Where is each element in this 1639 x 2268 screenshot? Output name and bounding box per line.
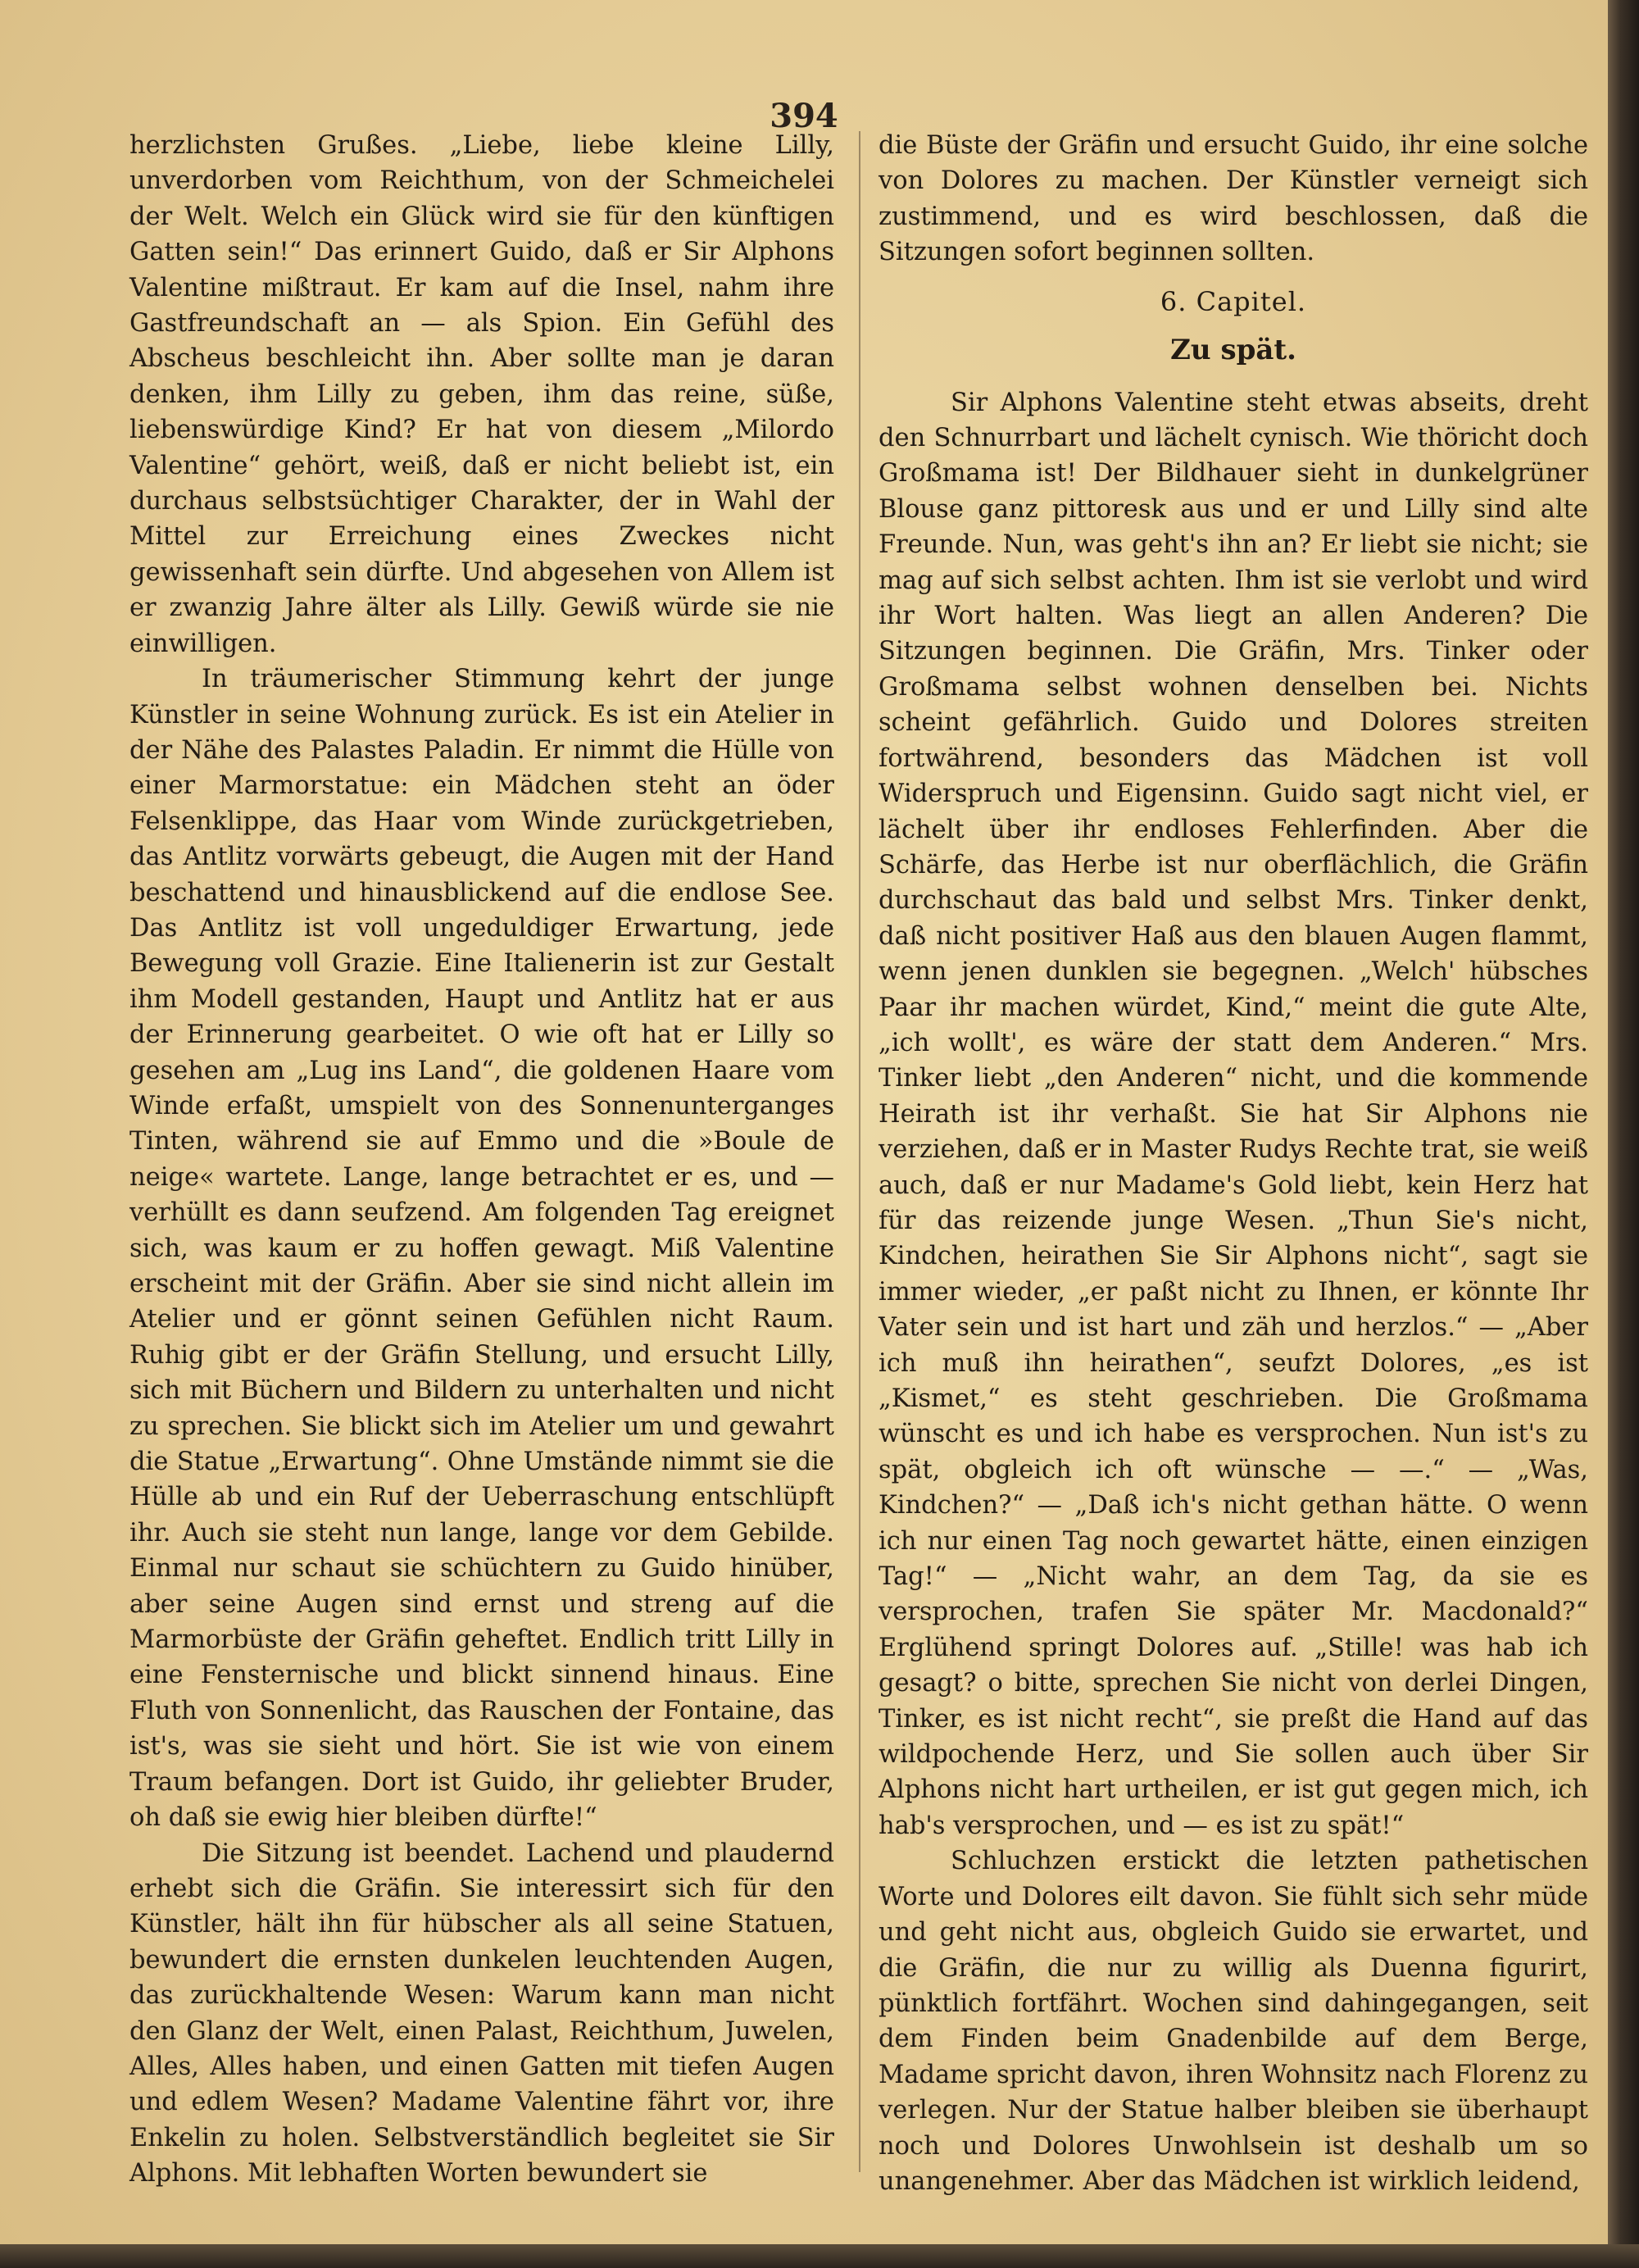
- right-intro-paragraph: die Büste der Gräfin und ersucht Guido, ihr eine solche von Dolores zu machen. Der Künstler verneigt sich zustimmend, und es wird beschlossen, daß die Sitzungen sofort beginnen sollten.: [879, 131, 1588, 267]
- right-paragraph-1: Sir Alphons Valentine steht etwas abseits, dreht den Schnurrbart und lächelt cynisch. Wie thöricht doch Großmama ist! Der Bildhauer sieht in dunkelgrüner Blouse ganz pittoresk aus und er und Lilly sind alte Freunde. Nun, was geht's ihn an? Er liebt sie nicht; sie mag auf sich selbst achten. Ihm ist sie verlobt und wird ihr Wort halten. Was liegt an allen Anderen? Die Sitzungen beginnen. Die Gräfin, Mrs. Tinker oder Großmama selbst wohnen denselben bei. Nichts scheint gefährlich. Guido und Dolores streiten fortwährend, besonders das Mädchen ist voll Widerspruch und Eigensinn. Guido sagt nicht viel, er lächelt über ihr endloses Fehlerfinden. Aber die Schärfe, das Herbe ist nur oberflächlich, die Gräfin durchschaut das bald und selbst Mrs. Tinker denkt, daß nicht positiver Haß aus den blauen Augen flammt, wenn jenen dunklen sie begegnen. „Welch' hübsches Paar ihr machen würdet, Kind,“ meint die gute Alte, „ich wollt', es wäre der statt dem Anderen.“ Mrs. Tinker liebt „den Anderen“ nicht, und die kommende Heirath ist ihr verhaßt. Sie hat Sir Alphons nie verziehen, daß er in Master Rudys Rechte trat, sie weiß auch, daß er nur Madame's Gold liebt, kein Herz hat für das reizende junge Wesen. „Thun Sie's nicht, Kindchen, heirathen Sie Sir Alphons nicht“, sagt sie immer wieder, „er paßt nicht zu Ihnen, er könnte Ihr Vater sein und ist hart und zäh und herzlos.“ — „Aber ich muß ihn heirathen“, seufzt Dolores, „es ist „Kismet,“ es steht geschrieben. Die Großmama wünscht es und ich habe es versprochen. Nun ist's zu spät, obgleich ich oft wünsche — —.“ — „Was, Kindchen?“ — „Daß ich's nicht gethan hätte. O wenn ich nur einen Tag noch gewartet hätte, einen einzigen Tag!“ — „Nicht wahr, an dem Tag, da sie es versprochen, trafen Sie später Mr. Macdonald?“ Erglühend springt Dolores auf. „Stille! was hab ich gesagt? o bitte, sprechen Sie nicht von derlei Dingen, Tinker, es ist nicht recht“, sie preßt die Hand auf das wildpochende Herz, und Sie sollen auch über Sir Alphons nicht hart urtheilen, er ist gut gegen mich, ich hab's versprochen, und — es ist zu spät!“: [879, 388, 1588, 1840]
- page-bottom-edge: [0, 2244, 1639, 2268]
- chapter-title: Zu spät.: [1170, 333, 1296, 366]
- page-binding-edge: [1608, 0, 1639, 2268]
- left-paragraph-2: In träumerischer Stimmung kehrt der junge Künstler in seine Wohnung zurück. Es ist ein Atelier in der Nähe des Palastes Paladin. Er nimmt die Hülle von einer Marmorstatue: ein Mädchen steht an öder Felsenklippe, das Haar vom Winde zurückgetrieben, das Antlitz vorwärts gebeugt, die Augen mit der Hand beschattend und hinausblickend auf die endlose See. Das Antlitz ist voll ungeduldiger Erwartung, jede Bewegung voll Grazie. Eine Italienerin ist zur Gestalt ihm Modell gestanden, Haupt und Antlitz hat er aus der Erinnerung gearbeitet. O wie oft hat er Lilly so gesehen am „Lug ins Land“, die goldenen Haare vom Winde erfaßt, umspielt von des Sonnenunterganges Tinten, während sie auf Emmo und die »Boule de neige« wartete. Lange, lange betrachtet er es, und — verhüllt es dann seufzend. Am folgenden Tag ereignet sich, was kaum er zu hoffen gewagt. Miß Valentine erscheint mit der Gräfin. Aber sie sind nicht allein im Atelier und er gönnt seinen Gefühlen nicht Raum. Ruhig gibt er der Gräfin Stellung, und ersucht Lilly, sich mit Büchern und Bildern zu unterhalten und nicht zu sprechen. Sie blickt sich im Atelier um und gewahrt die Statue „Erwartung“. Ohne Umstände nimmt sie die Hülle ab und ein Ruf der Ueberraschung entschlüpft ihr. Auch sie steht nun lange, lange vor dem Gebilde. Einmal nur schaut sie schüchtern zu Guido hinüber, aber seine Augen sind ernst und streng auf die Marmorbüste der Gräfin geheftet. Endlich tritt Lilly in eine Fensternische und blickt sinnend hinaus. Eine Fluth von Sonnenlicht, das Rauschen der Fontaine, das ist's, was sie sieht und hört. Sie ist wie von einem Traum befangen. Dort ist Guido, ihr geliebter Bruder, oh daß sie ewig hier bleiben dürfte!“: [129, 665, 834, 1833]
- left-paragraph-3: Die Sitzung ist beendet. Lachend und plaudernd erhebt sich die Gräfin. Sie interessirt sich für den Künstler, hält ihn für hübscher als all seine Statuen, bewundert die ernsten dunkelen leuchtenden Augen, das zurückhaltende Wesen: Warum kann man nicht den Glanz der Welt, einen Palast, Reichthum, Juwelen, Alles, Alles haben, und einen Gatten mit tiefen Augen und edlem Wesen? Madame Valentine fährt vor, ihre Enkelin zu holen. Selbstverständlich begleitet sie Sir Alphons. Mit lebhaften Worten bewundert sie: [129, 1838, 834, 2188]
- left-column: [129, 128, 834, 2192]
- right-paragraph-2: Schluchzen erstickt die letzten pathetischen Worte und Dolores eilt davon. Sie fühlt sich sehr müde und geht nicht aus, obgleich Guido sie erwartet, und die Gräfin, die nur zu willig als Duenna figurirt, pünktlich fortfährt. Wochen sind dahingegangen, seit dem Finden beim Gnadenbilde auf dem Berge, Madame spricht davon, ihren Wohnsitz nach Florenz zu verlegen. Nur der Statue halber bleiben sie überhaupt noch und Dolores Unwohlsein ist deshalb um so unangenehmer. Aber das Mädchen ist wirklich leidend,: [879, 1847, 1588, 2196]
- chapter-number: 6. Capitel.: [1160, 285, 1307, 317]
- page-number: 394: [770, 97, 838, 135]
- column-divider: [859, 131, 860, 2172]
- right-column: [879, 128, 1588, 2199]
- left-paragraph-1: herzlichsten Grußes. „Liebe, liebe kleine Lilly, unverdorben vom Reichthum, von der Schmeichelei der Welt. Welch ein Glück wird sie für den künftigen Gatten sein!“ Das erinnert Guido, daß er Sir Alphons Valentine mißtraut. Er kam auf die Insel, nahm ihre Gastfreundschaft an — als Spion. Ein Gefühl des Abscheus beschleicht ihn. Aber sollte man je daran denken, ihm Lilly zu geben, ihm das reine, süße, liebenswürdige Kind? Er hat von diesem „Milordo Valentine“ gehört, weiß, daß er nicht beliebt ist, ein durchaus selbstsüchtiger Charakter, der in Wahl der Mittel zur Erreichung eines Zweckes nicht gewissenhaft sein dürfte. Und abgesehen von Allem ist er zwanzig Jahre älter als Lilly. Gewiß würde sie nie einwilligen.: [129, 131, 834, 658]
